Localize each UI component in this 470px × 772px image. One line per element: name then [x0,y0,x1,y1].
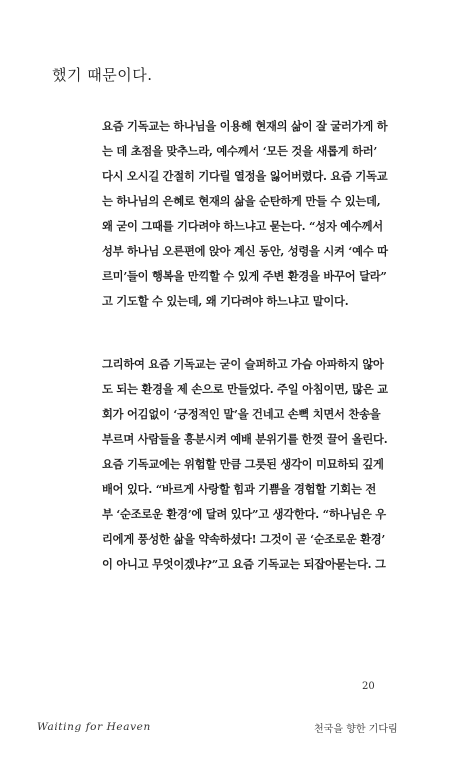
text-line: 리에게 풍성한 삶을 약속하셨다! 그것이 곧 ‘순조로운 환경’ [102,532,386,546]
text-line: 는 데 초점을 맞추느라, 예수께서 ‘모든 것을 새롭게 하러’ [102,144,378,158]
intro-line: 했기 때문이다. [52,66,153,84]
text-line: 다시 오시길 간절히 기다릴 열정을 잃어버렸다. 요즘 기독교 [102,169,388,183]
text-line: 르미’들이 행복을 만끽할 수 있게 주변 환경을 바꾸어 달라” [102,269,387,283]
page-number: 20 [362,681,375,692]
text-line: 부르며 사람들을 흥분시켜 예배 분위기를 한껏 끌어 올린다. [102,432,388,446]
text-line: 도 되는 환경을 제 손으로 만들었다. 주일 아침이면, 많은 교 [102,382,388,396]
text-line: 그리하여 요즘 기독교는 굳이 슬퍼하고 가슴 아파하지 않아 [102,357,384,371]
text-line: 부 ‘순조로운 환경’에 달려 있다”고 생각한다. “하나님은 우 [102,507,386,521]
text-line: 는 하나님의 은혜로 현재의 삶을 순탄하게 만들 수 있는데, [102,194,381,208]
text-line: 이 아니고 무엇이겠냐?”고 요즘 기독교는 되잡아묻는다. 그 [102,557,386,571]
paragraph-2 [102,352,392,577]
running-footer-english-title: Waiting for Heaven [37,721,151,733]
text-line: 성부 하나님 오른편에 앉아 계신 동안, 성령을 시켜 ‘예수 따 [102,244,388,258]
text-line: 고 기도할 수 있는데, 왜 기다려야 하느냐고 말이다. [102,294,349,308]
text-line: 회가 어김없이 ‘긍정적인 말’을 건네고 손뼉 치면서 찬송을 [102,407,381,421]
text-line: 요즘 기독교는 하나님을 이용해 현재의 삶이 잘 굴러가게 하 [102,119,388,133]
paragraph-1 [102,114,392,314]
running-footer-korean-title: 천국을 향한 기다림 [314,724,398,735]
text-line: 왜 굳이 그때를 기다려야 하느냐고 묻는다. “성자 예수께서 [102,219,383,233]
text-line: 배어 있다. “바르게 사랑할 힘과 기쁨을 경험할 기회는 전 [102,482,376,496]
text-line: 요즘 기독교에는 위험할 만큼 그릇된 생각이 미묘하되 깊게 [102,457,384,471]
